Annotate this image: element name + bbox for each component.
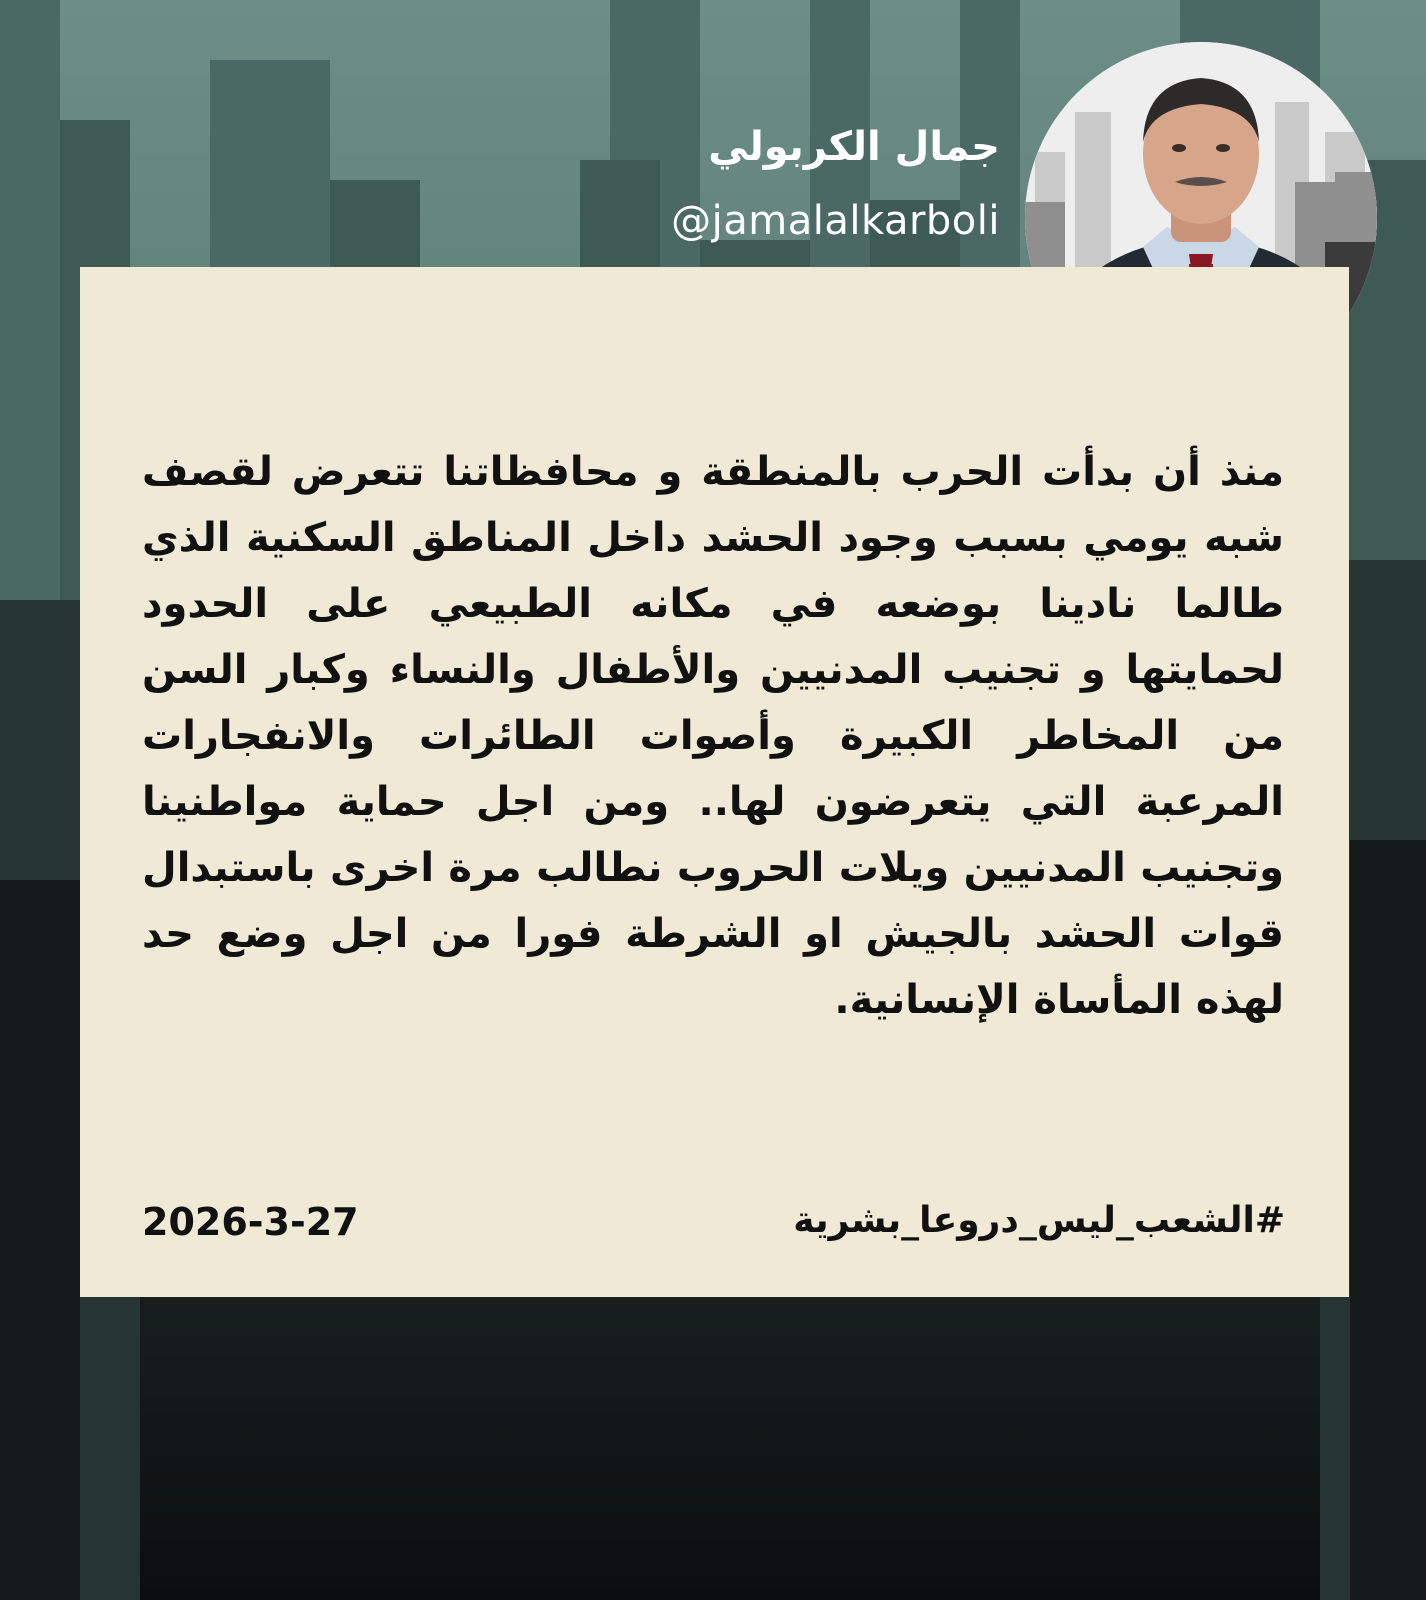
post-card <box>80 267 1349 1297</box>
hashtag-link[interactable]: #الشعب_ليس_دروعا_بشرية <box>793 1200 1285 1241</box>
post-date: 2026-3-27 <box>142 1200 359 1244</box>
author-name: جمال الكربولي <box>708 124 1000 170</box>
author-handle[interactable]: @jamalalkarboli <box>671 198 1000 244</box>
post-text: منذ أن بدأت الحرب بالمنطقة و محافظاتنا تتعرض لقصف شبه يومي بسبب وجود الحشد داخل المناطق السكنية الذي طالما نادينا بوضعه في مكانه الطبيعي على الحدود لحمايتها و تجنيب المدنيين والأطفال والنساء وكبار السن من المخاطر الكبيرة وأصوات الطائرات والانفجارات المرعبة التي يتعرضون لها.. ومن اجل حماية مواطنينا وتجنيب المدنيين ويلات الحروب نطالب مرة اخرى باستبدال قوات الحشد بالجيش او الشرطة فورا من اجل وضع حد لهذه المأساة الإنسانية. <box>142 449 1284 1023</box>
